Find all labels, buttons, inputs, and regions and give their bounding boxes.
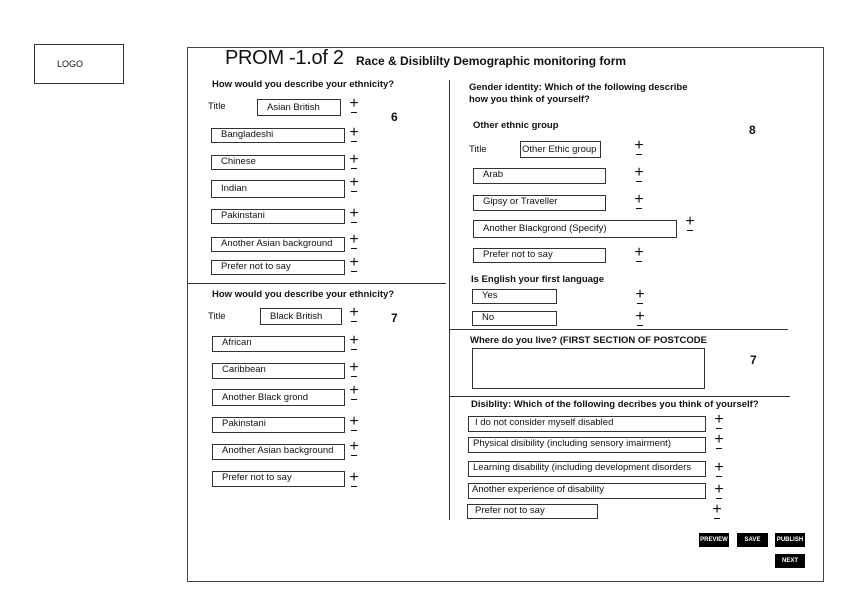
black-option[interactable]: Prefer not to say	[212, 471, 345, 487]
gender-title-label: Title	[469, 144, 487, 155]
section-divider-postcode	[449, 329, 788, 330]
plus-minus-icon[interactable]: +	[634, 137, 644, 154]
plus-minus-icon[interactable]: +	[349, 231, 359, 248]
asian-option[interactable]: Indian	[211, 180, 345, 198]
language-option-yes[interactable]: Yes	[472, 289, 557, 304]
plus-minus-icon[interactable]: +	[635, 286, 645, 303]
column-divider	[449, 80, 450, 520]
plus-minus-icon[interactable]: +	[685, 213, 695, 230]
plus-minus-icon[interactable]: +	[635, 308, 645, 325]
other-option[interactable]: Gipsy or Traveller	[473, 195, 606, 211]
save-button[interactable]: SAVE	[737, 533, 768, 547]
black-option[interactable]: Pakinstani	[212, 417, 345, 433]
preview-button[interactable]: PREVIEW	[699, 533, 729, 547]
asian-option[interactable]: Prefer not to say	[211, 260, 345, 275]
plus-minus-icon[interactable]: +	[349, 304, 359, 321]
plus-minus-icon[interactable]: +	[349, 413, 359, 430]
postcode-input[interactable]	[472, 348, 705, 389]
plus-minus-icon[interactable]: +	[349, 382, 359, 399]
disability-option[interactable]: Physical disibility (including sensory imairment)	[468, 437, 706, 453]
language-option-no[interactable]: No	[472, 311, 557, 326]
logo	[34, 44, 124, 84]
gender-title-field[interactable]: Other Ethic group	[520, 141, 601, 158]
black-title-label: Title	[208, 311, 226, 322]
disability-question: Disiblity: Which of the following decribes you think of yourself?	[471, 399, 759, 410]
plus-minus-icon[interactable]: +	[712, 501, 722, 518]
black-count: 7	[391, 311, 398, 325]
asian-option[interactable]: Another Asian background	[211, 237, 345, 252]
plus-minus-icon[interactable]: +	[714, 459, 724, 476]
black-option[interactable]: Another Asian background	[212, 444, 345, 460]
asian-option[interactable]: Chinese	[211, 155, 345, 170]
plus-minus-icon[interactable]: +	[349, 205, 359, 222]
logo-text: LOGO	[57, 59, 84, 69]
other-option[interactable]: Arab	[473, 168, 606, 184]
page-subtitle: Race & Disiblilty Demographic monitoring form	[356, 54, 627, 68]
black-option[interactable]: Another Black grond	[212, 389, 345, 406]
plus-minus-icon[interactable]: +	[349, 151, 359, 168]
black-option[interactable]: African	[212, 336, 345, 352]
section-divider-disability	[449, 396, 790, 397]
asian-count: 6	[391, 110, 398, 124]
section-divider-left	[188, 283, 446, 284]
asian-question: How would you describe your ethnicity?	[212, 79, 395, 90]
plus-minus-icon[interactable]: +	[634, 191, 644, 208]
disability-option[interactable]: I do not consider myself disabled	[468, 416, 706, 432]
gender-count: 8	[749, 123, 756, 137]
disability-option[interactable]: Learning disability (including development disorders	[468, 461, 706, 477]
other-option[interactable]: Another Blackgrond (Specify)	[473, 220, 677, 238]
plus-minus-icon[interactable]: +	[349, 438, 359, 455]
postcode-count: 7	[750, 353, 757, 367]
plus-minus-icon[interactable]: +	[714, 411, 724, 428]
publish-button[interactable]: PUBLISH	[775, 533, 805, 547]
plus-minus-icon[interactable]: +	[634, 164, 644, 181]
plus-minus-icon[interactable]: +	[349, 95, 359, 112]
plus-minus-icon[interactable]: +	[714, 481, 724, 498]
black-title-field[interactable]: Black British	[260, 308, 342, 325]
plus-minus-icon[interactable]: +	[349, 332, 359, 349]
next-button[interactable]: NEXT	[775, 554, 805, 568]
plus-minus-icon[interactable]: +	[349, 469, 359, 486]
plus-minus-icon[interactable]: +	[349, 254, 359, 271]
other-ethnic-heading: Other ethnic group	[473, 120, 559, 131]
asian-title-label: Title	[208, 101, 226, 112]
plus-minus-icon[interactable]: +	[349, 174, 359, 191]
plus-minus-icon[interactable]: +	[349, 124, 359, 141]
gender-question-line2: how you think of yourself?	[469, 94, 590, 105]
postcode-question: Where do you live? (FIRST SECTION OF POSTCODE	[470, 335, 707, 346]
disability-option[interactable]: Another experience of disability	[468, 483, 706, 499]
asian-title-field[interactable]: Asian British	[257, 99, 341, 116]
asian-option[interactable]: Bangladeshi	[211, 128, 345, 143]
asian-option[interactable]: Pakinstani	[211, 209, 345, 224]
disability-option[interactable]: Prefer not to say	[467, 504, 598, 519]
black-question: How would you describe your ethnicity?	[212, 289, 395, 300]
gender-question-line1: Gender identity: Which of the following describe	[469, 82, 688, 93]
other-option[interactable]: Prefer not to say	[473, 248, 606, 263]
plus-minus-icon[interactable]: +	[349, 359, 359, 376]
page-title: PROM -1.of 2	[225, 47, 344, 69]
black-option[interactable]: Caribbean	[212, 363, 345, 379]
plus-minus-icon[interactable]: +	[634, 244, 644, 261]
language-question: Is English your first language	[471, 274, 605, 285]
plus-minus-icon[interactable]: +	[714, 431, 724, 448]
